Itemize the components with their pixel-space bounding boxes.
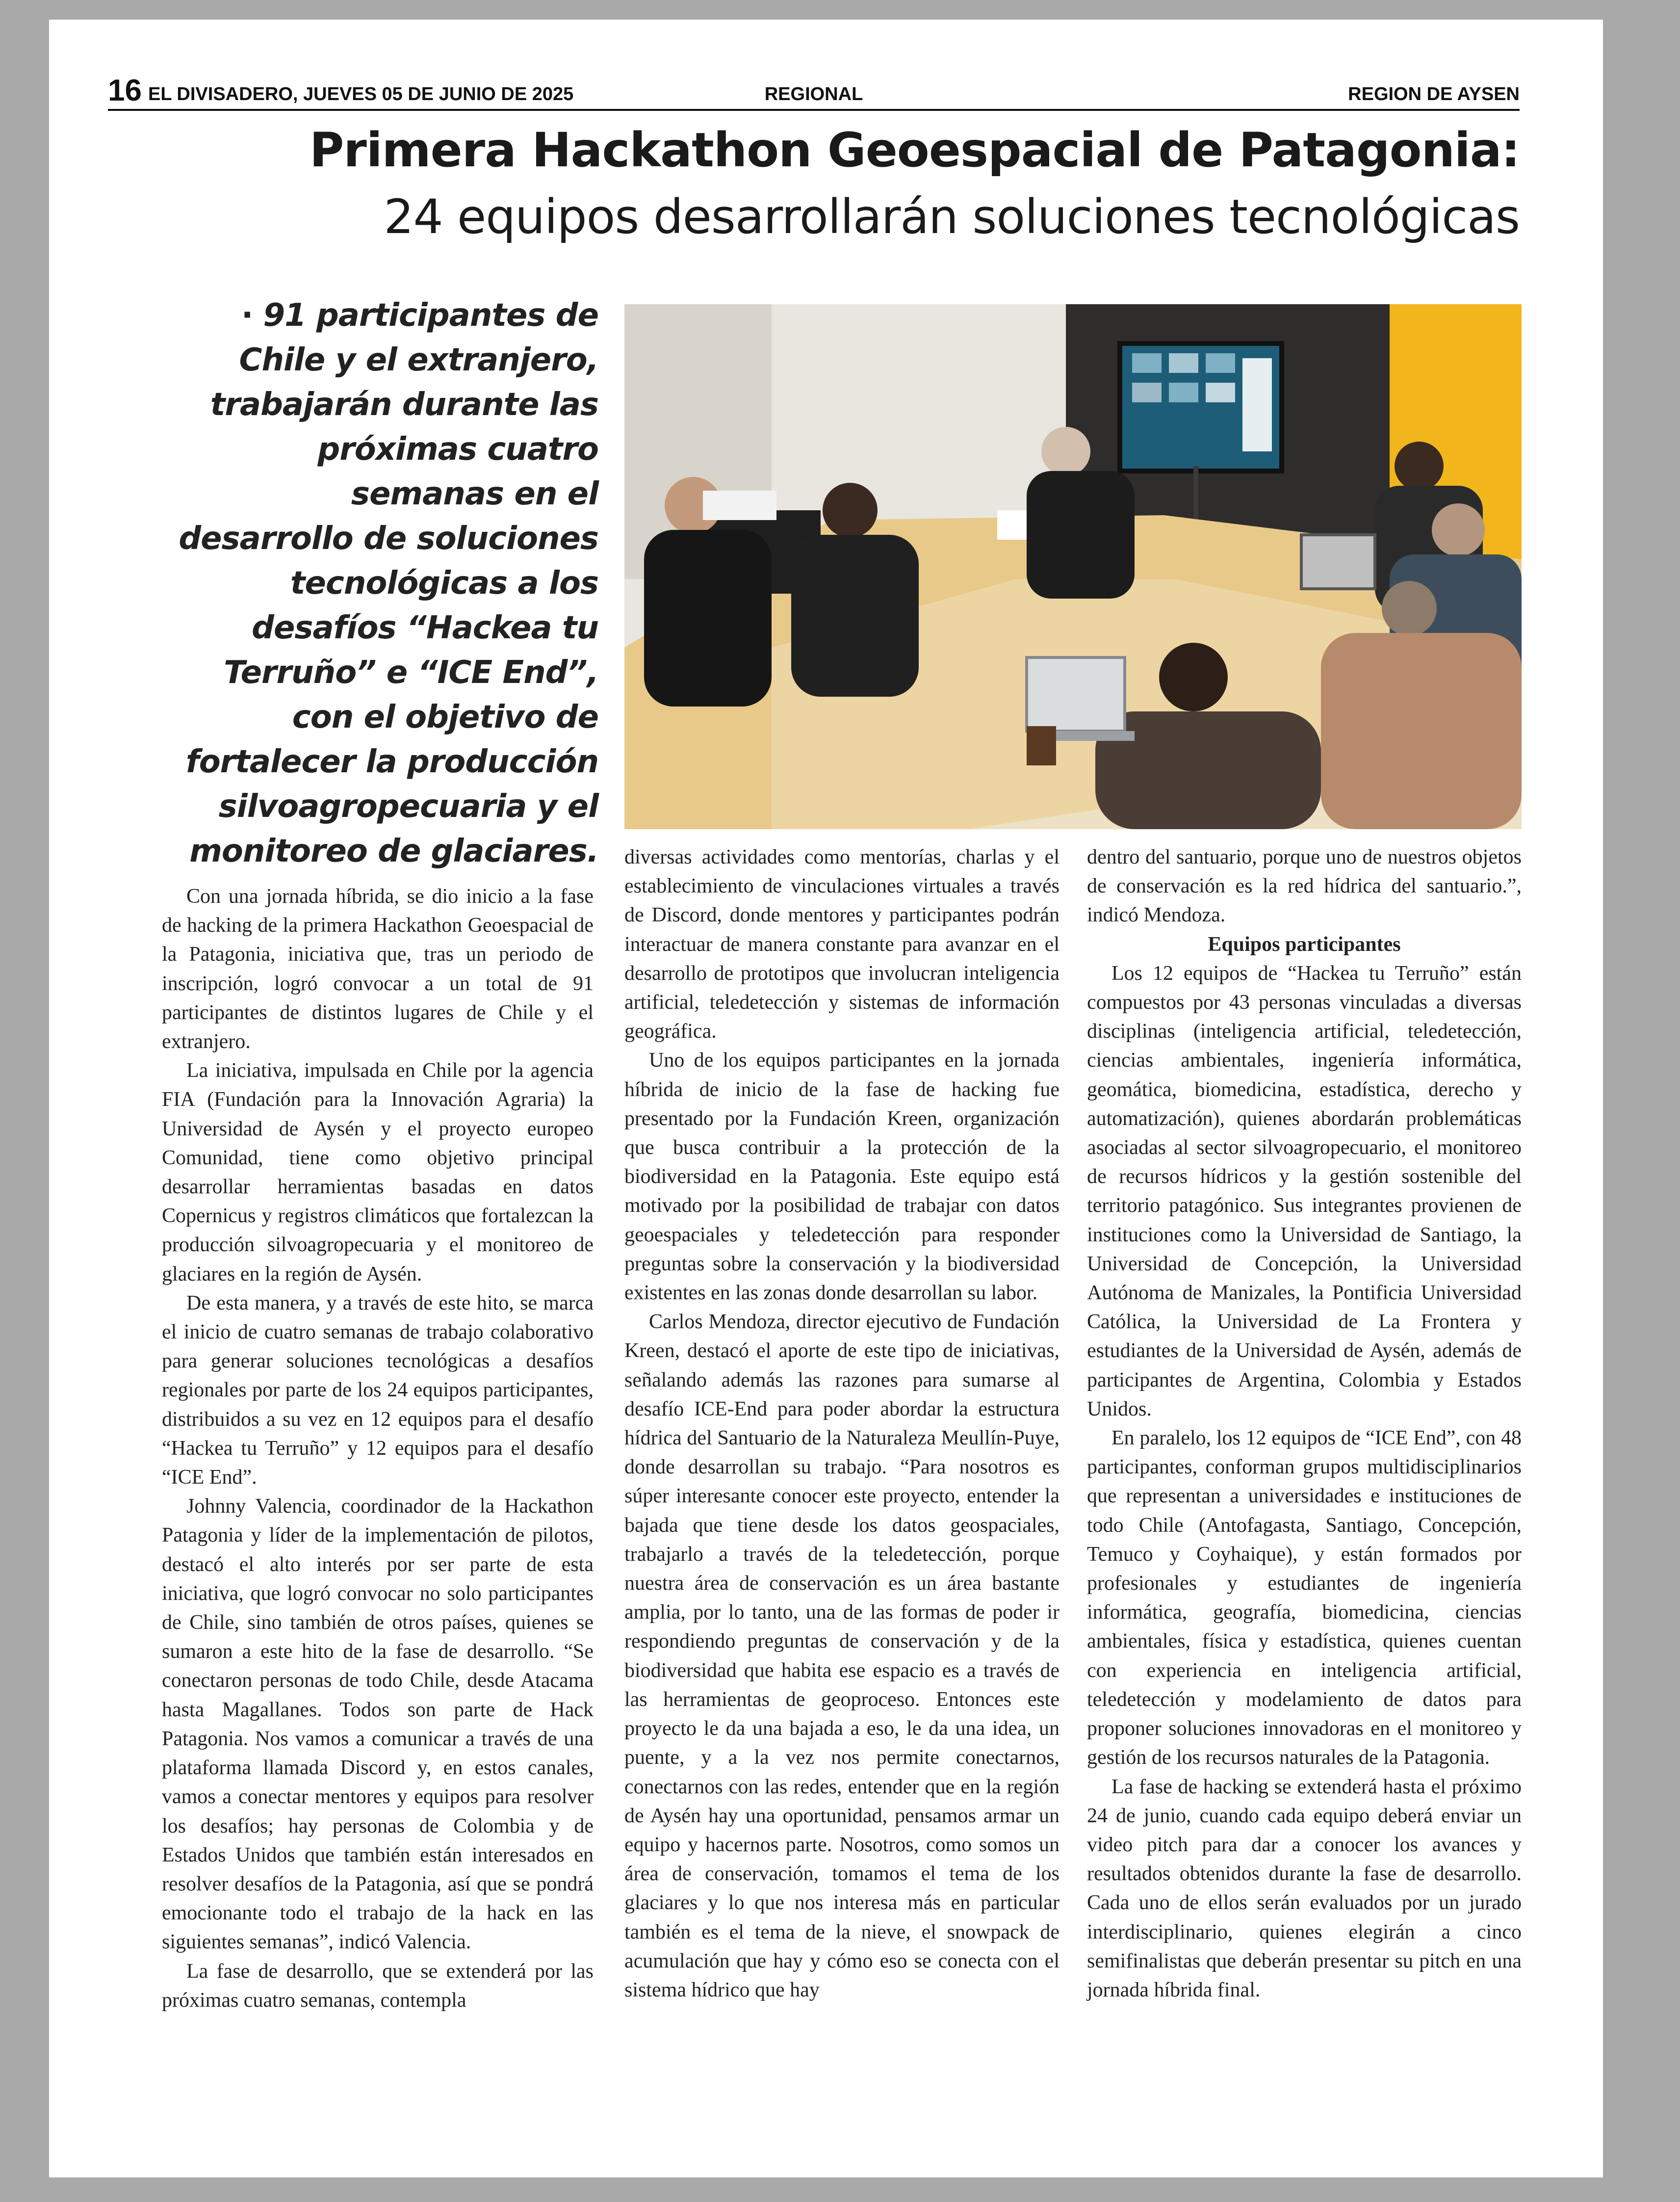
paragraph: Carlos Mendoza, director ejecutivo de Fundación Kreen, destacó el aporte de este tipo de iniciativas, señalando además las razones para sumarse al desafío ICE-End para poder abordar la estructura hídrica del Santuario de la Naturaleza Meullín-Puye, donde desarrollan su trabajo. “Para nosotros es súper interesante conocer este proyecto, entender la bajada que tiene desde los datos geospaciales, trabajarlo a través de la teledetección, porque nuestra área de conservación es un área bastante amplia, por lo tanto, una de las formas de poder ir respondiendo preguntas de conservación y de la biodiversidad que habita ese espacio es a través de las herramientas de geoproceso. Entonces este proyecto le da una bajada a eso, le da una idea, un puente, y a la vez nos permite conectarnos, conectarnos con las redes, entender que en la región de Aysén hay una oportunidad, pensamos armar un equipo y hacernos parte. Nosotros, como somos un área de conservación, tomamos el tema de los glaciares y lo que nos interesa más en particular también es el tema de la nieve, el snowpack de acumulación que hay y cómo eso se conecta con el sistema hídrico que hay [624, 1311, 1060, 2001]
paragraph: La fase de desarrollo, que se extenderá por las próximas cuatro semanas, contempla [162, 1960, 594, 2012]
news-photo [624, 304, 1522, 829]
page-header [108, 64, 1520, 111]
paragraph: De esta manera, y a través de este hito, se marca el inicio de cuatro semanas de trabajo colaborativo para generar soluciones tecnológicas a desafíos regionales por parte de los 24 equipos participantes, distribuidos a su vez en 12 equipos para el desafío “Hackea tu Terruño” y 12 equipos para el desafío “ICE End”. [162, 1291, 594, 1489]
photo-icon [624, 304, 1522, 829]
paragraph: Los 12 equipos de “Hackea tu Terruño” están compuestos por 43 personas vinculadas a diversas disciplinas (inteligencia artificial, teledetección, ciencias ambientales, ingeniería informática, geomática, biomedicina, estadística, derecho y automatización), quienes abordarán problemáticas asociadas al sector silvoagropecuario, el monitoreo de recursos hídricos y la gestión sostenible del territorio patagónico. Sus integrantes provienen de instituciones como la Universidad de Santiago, la Universidad de Concepción, la Universidad Autónoma de Manizales, la Pontificia Universidad Católica, la Universidad de La Frontera y estudiantes de la Universidad de Aysén, además de participantes de Argentina, Colombia y Estados Unidos. [1087, 962, 1522, 1420]
headline-line-2: 24 equipos desarrollarán soluciones tecnológicas [384, 189, 1520, 244]
subsection-heading: Equipos participantes [1208, 933, 1401, 956]
publication-dateline: EL DIVISADERO, JUEVES 05 DE JUNIO DE 2025 [148, 84, 574, 105]
subhead [177, 293, 598, 874]
headline-line-1: Primera Hackathon Geoespacial de Patagonia: [309, 123, 1520, 178]
page-number: 16 [108, 74, 142, 107]
paragraph: La iniciativa, impulsada en Chile por la agencia FIA (Fundación para la Innovación Agraria) la Universidad de Aysén y el proyecto europeo Comunidad, tiene como objetivo principal desarrollar herramientas basadas en datos Copernicus y registros climáticos que fortalezcan la producción silvoagropecuaria y el monitoreo de glaciares en la región de Aysén. [162, 1059, 594, 1285]
paragraph: Uno de los equipos participantes en la jornada híbrida de inicio de la fase de hacking fue presentado por la Fundación Kreen, organización que busca contribuir a la protección de la biodiversidad en la Patagonia. Este equipo está motivado por la posibilidad de trabajar con datos geoespaciales y teledetección para responder preguntas sobre la conservación y la biodiversidad existentes en las zonas donde desarrollan su labor. [624, 1049, 1060, 1305]
paragraph: Johnny Valencia, coordinador de la Hackathon Patagonia y líder de la implementación de pilotos, destacó el alto interés por ser parte de esta iniciativa, que logró convocar no solo participantes de Chile, sino también de otros países, quienes se sumaron a este hito de la fase de desarrollo. “Se conectaron personas de todo Chile, desde Atacama hasta Magallanes. Todos son parte de Hack Patagonia. Nos vamos a comunicar a través de una plataforma llamada Discord y, en estos canales, vamos a conectar mentores y equipos para resolver los desafíos; hay personas de Colombia y de Estados Unidos que también están interesados en resolver desafíos de la Patagonia, así que se pondrá emocionante todo el trabajo de la hack en las siguientes semanas”, indicó Valencia. [162, 1495, 594, 1954]
section-label: REGIONAL [764, 84, 863, 105]
paragraph: En paralelo, los 12 equipos de “ICE End”, con 48 participantes, conforman grupos multidisciplinarios que representan a universidades e instituciones de todo Chile (Antofagasta, Santiago, Concepción, Temuco y Coyhaique), y están formados por profesionales y estudiantes de ingeniería informática, geografía, biomedicina, ciencias ambientales, física y estadística, quienes cuentan con experiencia en inteligencia artificial, teledetección y modelamiento de datos para proponer soluciones innovadoras en el monitoreo y gestión de los recursos naturales de la Patagonia. [1087, 1427, 1522, 1769]
region-label: REGION DE AYSEN [1348, 84, 1520, 105]
body-column-2 [624, 843, 1060, 2005]
paragraph: diversas actividades como mentorías, charlas y el establecimiento de vinculaciones virtuales a través de Discord, donde mentores y participantes podrán interactuar de manera constante para avanzar en el desarrollo de prototipos que involucran inteligencia artificial, teledetección y sistemas de información geográfica. [624, 846, 1060, 1043]
body-column-1 [162, 882, 594, 2015]
headline [157, 117, 1520, 250]
subhead-text: 91 participantes de Chile y el extranjero, trabajarán durante las próximas cuatro semanas en el desarrollo de soluciones tecnológicas a los desafíos “Hackea tu Terruño” e “ICE End”, con el objetivo de fortalecer la producción silvoagropecuaria y el monitoreo de glaciares. [179, 297, 598, 869]
paragraph: La fase de hacking se extenderá hasta el próximo 24 de junio, cuando cada equipo deberá enviar un video pitch para dar a conocer los avances y resultados obtenidos durante la fase de desarrollo. Cada uno de ellos serán evaluados por un jurado interdisciplinario, quienes elegirán a cinco semifinalistas que deberán presentar su pitch en una jornada híbrida final. [1087, 1775, 1522, 2001]
body-column-3 [1087, 843, 1522, 2005]
bullet-icon: · [241, 297, 253, 334]
paragraph: dentro del santuario, porque uno de nuestros objetos de conservación es la red hídrica del santuario.”, indicó Mendoza. [1087, 846, 1522, 927]
paragraph: Con una jornada híbrida, se dio inicio a la fase de hacking de la primera Hackathon Geoespacial de la Patagonia, iniciativa que, tras un periodo de inscripción, logró convocar a un total de 91 participantes de distintos lugares de Chile y el extranjero. [162, 885, 594, 1053]
